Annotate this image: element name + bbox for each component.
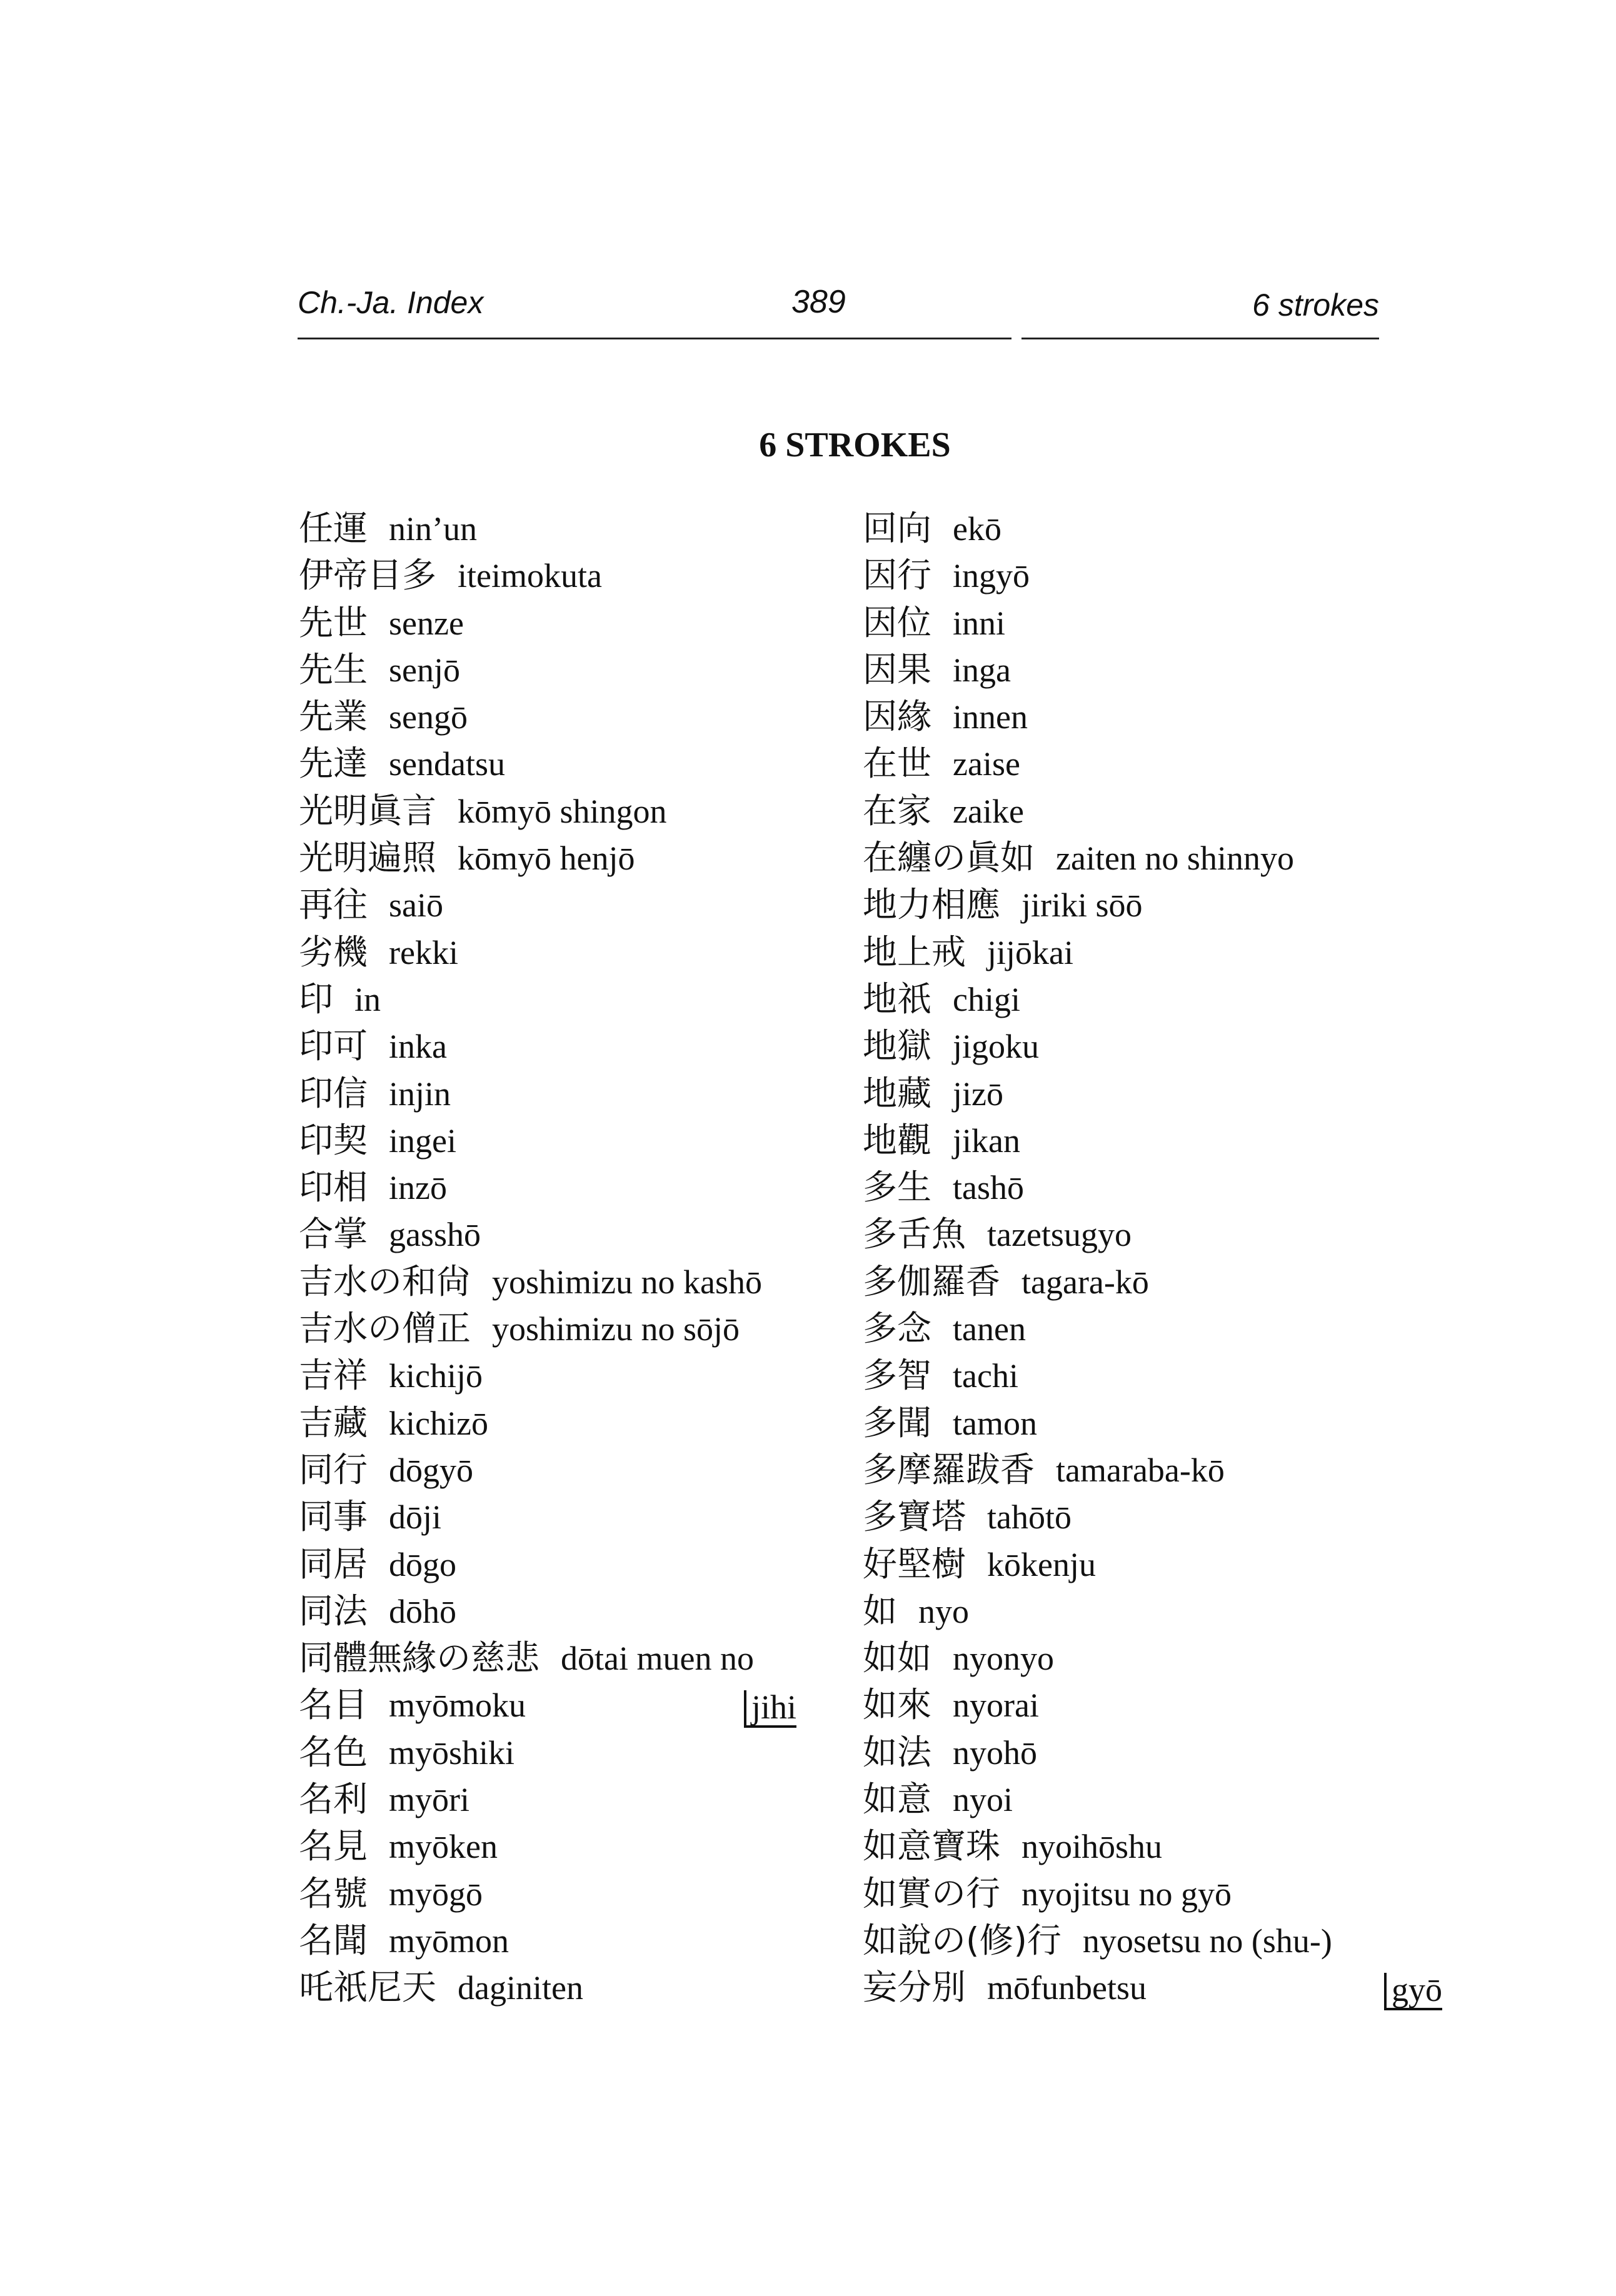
entry-reading: zaike	[953, 792, 1024, 830]
index-entry	[299, 1070, 836, 1117]
entry-continuation: jihi	[744, 1690, 796, 1728]
entry-kanji: 同居	[299, 1543, 368, 1584]
entry-reading: tagara-kō	[1021, 1263, 1149, 1301]
entry-kanji: 先業	[299, 696, 368, 737]
index-entry	[863, 1400, 1413, 1446]
index-entry	[299, 505, 836, 552]
index-entry	[299, 1870, 836, 1917]
index-entry	[863, 976, 1413, 1023]
entry-reading: saiō	[389, 886, 444, 925]
entry-kanji: 名色	[299, 1732, 368, 1772]
entry-reading: gasshō	[389, 1216, 481, 1254]
entry-kanji: 如如	[863, 1638, 932, 1678]
entry-reading: myōri	[389, 1781, 470, 1819]
index-entry	[299, 1729, 836, 1776]
index-entry	[299, 1493, 836, 1540]
entry-reading: nyo	[918, 1592, 970, 1630]
entry-kanji: 伊帝目多	[299, 555, 437, 596]
index-entry	[863, 740, 1413, 787]
entry-kanji: 在家	[863, 790, 932, 831]
entry-reading: myōmoku	[389, 1687, 526, 1725]
entry-kanji: 合掌	[299, 1214, 368, 1255]
entry-kanji: 吉藏	[299, 1402, 368, 1443]
entry-reading: kōkenju	[987, 1545, 1096, 1583]
entry-reading: nyojitsu no gyō	[1021, 1875, 1232, 1913]
entry-reading: zaise	[953, 745, 1020, 783]
index-entry	[299, 1117, 836, 1164]
entry-kanji: 地力相應	[863, 885, 1001, 925]
index-entry	[863, 599, 1413, 646]
entry-reading: zaiten no shinnyo	[1056, 840, 1294, 878]
entry-reading: jizō	[953, 1075, 1003, 1113]
index-entry	[299, 835, 836, 881]
entry-kanji: 多伽羅香	[863, 1261, 1001, 1301]
index-entry	[299, 881, 836, 928]
entry-reading: jiriki sōō	[1021, 886, 1143, 925]
entry-reading: tashō	[953, 1169, 1025, 1207]
entry-reading: tanen	[953, 1310, 1026, 1348]
entry-reading: myōshiki	[389, 1733, 515, 1772]
entry-reading: senjō	[389, 651, 461, 689]
entry-reading: nyoi	[953, 1781, 1013, 1819]
entry-reading: inga	[953, 651, 1011, 689]
index-entry	[863, 1635, 1413, 1682]
entry-kanji: 同體無緣の慈悲	[299, 1638, 540, 1678]
entry-reading: kōmyō shingon	[458, 792, 667, 830]
index-entry	[299, 740, 836, 787]
index-entry	[299, 1635, 836, 1682]
entry-kanji: 印可	[299, 1026, 368, 1066]
entry-reading: inka	[389, 1028, 447, 1066]
entry-reading: myōmon	[389, 1922, 509, 1960]
entry-kanji: 因位	[863, 602, 932, 643]
index-entry	[299, 1023, 836, 1070]
header-rule-left	[298, 338, 1011, 339]
entry-reading: tachi	[953, 1357, 1018, 1395]
entry-reading: dōji	[389, 1498, 442, 1537]
entry-kanji: 回向	[863, 508, 932, 548]
entry-kanji: 多摩羅跋香	[863, 1449, 1035, 1490]
entry-reading: senze	[389, 604, 464, 642]
index-entry	[863, 881, 1413, 928]
entry-reading: sendatsu	[389, 745, 505, 783]
index-entry	[863, 646, 1413, 693]
entry-kanji: 因行	[863, 555, 932, 596]
entry-kanji: 同行	[299, 1449, 368, 1490]
entry-reading: kichijō	[389, 1357, 483, 1395]
entry-kanji: 同法	[299, 1590, 368, 1631]
index-entry	[299, 1776, 836, 1823]
entry-kanji: 如意寶珠	[863, 1826, 1001, 1867]
entry-reading: tamon	[953, 1404, 1037, 1442]
index-entry	[299, 1541, 836, 1588]
entry-kanji: 如	[863, 1590, 898, 1631]
index-entry	[863, 1493, 1413, 1540]
index-entry	[863, 1023, 1413, 1070]
index-entry	[863, 505, 1413, 552]
index-entry	[863, 1682, 1413, 1728]
right-column	[863, 505, 1442, 2012]
running-header	[298, 284, 1379, 334]
index-entry	[299, 976, 836, 1023]
index-entry	[863, 1964, 1442, 2011]
left-column	[299, 505, 836, 2012]
entry-reading: yoshimizu no kashō	[492, 1263, 762, 1301]
entry-reading: chigi	[953, 980, 1020, 1018]
entry-kanji: 光明遍照	[299, 838, 437, 878]
entry-reading: tamaraba-kō	[1056, 1451, 1225, 1489]
entry-kanji: 如實の行	[863, 1873, 1001, 1913]
entry-reading: sengō	[389, 698, 468, 736]
entry-kanji: 印信	[299, 1073, 368, 1113]
entry-kanji: 光明眞言	[299, 790, 437, 831]
entry-kanji: 吉祥	[299, 1355, 368, 1396]
entry-reading: tahōtō	[987, 1498, 1071, 1537]
entry-kanji: 名目	[299, 1685, 368, 1725]
entry-kanji: 因緣	[863, 696, 932, 737]
entry-kanji: 先達	[299, 743, 368, 784]
index-entry	[299, 693, 836, 740]
entry-reading: nin’un	[389, 510, 478, 548]
index-entry	[299, 1211, 836, 1258]
entry-reading: kichizō	[389, 1404, 488, 1442]
entry-continuation: gyō	[1384, 1973, 1442, 2010]
index-entry	[863, 1117, 1413, 1164]
entry-kanji: 印契	[299, 1120, 368, 1160]
index-entry	[299, 1164, 836, 1211]
header-index-title: Ch.-Ja. Index	[298, 285, 484, 320]
index-entry	[863, 1352, 1413, 1399]
entry-kanji: 印相	[299, 1167, 368, 1208]
entry-kanji: 先生	[299, 649, 368, 689]
entry-kanji: 因果	[863, 649, 932, 689]
entry-reading: yoshimizu no sōjō	[492, 1310, 740, 1348]
index-entry	[863, 788, 1413, 835]
index-entry	[299, 1352, 836, 1399]
index-entry	[299, 1400, 836, 1446]
index-entry	[299, 1682, 836, 1728]
index-entry	[863, 1776, 1413, 1823]
section-title: 6 STROKES	[759, 426, 951, 464]
entry-kanji: 名號	[299, 1873, 368, 1913]
entry-reading: tazetsugyo	[987, 1216, 1132, 1254]
entry-reading: ekō	[953, 510, 1001, 548]
index-entry	[863, 1070, 1413, 1117]
index-entry	[863, 1870, 1413, 1917]
entry-kanji: 在纏の眞如	[863, 838, 1035, 878]
entry-kanji: 名見	[299, 1826, 368, 1867]
entry-kanji: 名聞	[299, 1920, 368, 1960]
entry-reading: mōfunbetsu	[987, 1969, 1147, 2007]
entry-reading: innen	[953, 698, 1028, 736]
entry-reading: jigoku	[953, 1028, 1040, 1066]
index-entry	[299, 1258, 836, 1305]
entry-reading: rekki	[389, 933, 458, 971]
entry-reading: dōgyō	[389, 1451, 474, 1489]
entry-kanji: 地觀	[863, 1120, 932, 1160]
index-entry	[863, 1588, 1413, 1635]
entry-kanji: 再往	[299, 885, 368, 925]
entry-reading: inzō	[389, 1169, 447, 1207]
index-entry	[863, 1211, 1413, 1258]
entry-reading: jijōkai	[987, 933, 1073, 971]
index-entry	[863, 1729, 1413, 1776]
index-entry	[863, 1446, 1413, 1493]
entry-kanji: 多念	[863, 1308, 932, 1349]
entry-kanji: 同事	[299, 1496, 368, 1537]
entry-kanji: 劣機	[299, 931, 368, 972]
entry-reading: inni	[953, 604, 1006, 642]
header-section: 6 strokes	[1252, 288, 1379, 323]
entry-kanji: 如來	[863, 1685, 932, 1725]
entry-kanji: 如意	[863, 1779, 932, 1820]
entry-kanji: 印	[299, 978, 334, 1019]
index-entry	[863, 835, 1413, 881]
index-entry	[863, 693, 1413, 740]
index-entry	[863, 1164, 1413, 1211]
entry-kanji: 地藏	[863, 1073, 932, 1113]
entry-reading: myōken	[389, 1828, 498, 1866]
entry-reading: dōhō	[389, 1592, 457, 1630]
entry-kanji: 吉水の和尙	[299, 1261, 471, 1301]
entry-kanji: 地獄	[863, 1026, 932, 1066]
index-entry	[863, 1541, 1413, 1588]
index-entry	[299, 1446, 836, 1493]
entry-reading: daginiten	[458, 1969, 583, 2007]
entry-kanji: 在世	[863, 743, 932, 784]
index-entry	[299, 1964, 836, 2011]
index-entry	[299, 599, 836, 646]
entry-reading: nyorai	[953, 1687, 1039, 1725]
entry-reading: dōgo	[389, 1545, 457, 1583]
entry-reading: ingyō	[953, 557, 1030, 595]
entry-reading: nyohō	[953, 1733, 1038, 1772]
entry-kanji: 多聞	[863, 1402, 932, 1443]
index-entry	[299, 929, 836, 976]
entry-reading: nyoihōshu	[1021, 1828, 1163, 1866]
entry-kanji: 先世	[299, 602, 368, 643]
index-entry	[299, 1305, 836, 1352]
entry-kanji: 地上戒	[863, 931, 966, 972]
entry-kanji: 多舌魚	[863, 1214, 966, 1255]
index-entry	[863, 1258, 1413, 1305]
entry-kanji: 好堅樹	[863, 1543, 966, 1584]
entry-kanji: 多生	[863, 1167, 932, 1208]
index-entry	[863, 552, 1413, 599]
index-entry	[299, 1917, 836, 1964]
entry-reading: injin	[389, 1075, 451, 1113]
index-entry	[299, 1823, 836, 1870]
entry-reading: kōmyō henjō	[458, 840, 635, 878]
entry-kanji: 如說の(修)行	[863, 1920, 1061, 1960]
entry-kanji: 吉水の僧正	[299, 1308, 471, 1349]
entry-reading: ingei	[389, 1121, 456, 1160]
index-entry	[863, 929, 1413, 976]
entry-reading: nyosetsu no (shu-)	[1082, 1922, 1332, 1960]
index-entry	[863, 1917, 1413, 1964]
index-entry	[299, 1588, 836, 1635]
entry-reading: myōgō	[389, 1875, 483, 1913]
entry-kanji: 吒祇尼天	[299, 1967, 437, 2008]
entry-kanji: 妄分別	[863, 1967, 966, 2008]
index-entry	[863, 1305, 1413, 1352]
entry-reading: iteimokuta	[458, 557, 602, 595]
entry-kanji: 任運	[299, 508, 368, 548]
entry-reading: in	[354, 980, 381, 1018]
entry-kanji: 如法	[863, 1732, 932, 1772]
entry-reading: nyonyo	[953, 1640, 1055, 1678]
index-entry	[299, 788, 836, 835]
index-entry	[863, 1823, 1413, 1870]
entry-reading: dōtai muen no	[561, 1640, 754, 1678]
entry-kanji: 名利	[299, 1779, 368, 1820]
entry-kanji: 多寶塔	[863, 1496, 966, 1537]
entry-kanji: 多智	[863, 1355, 932, 1396]
entry-reading: jikan	[953, 1121, 1020, 1160]
page-number: 389	[791, 284, 846, 320]
index-entry	[299, 552, 836, 599]
header-rule-right	[1021, 338, 1379, 339]
entry-kanji: 地祇	[863, 978, 932, 1019]
index-entry	[299, 646, 836, 693]
